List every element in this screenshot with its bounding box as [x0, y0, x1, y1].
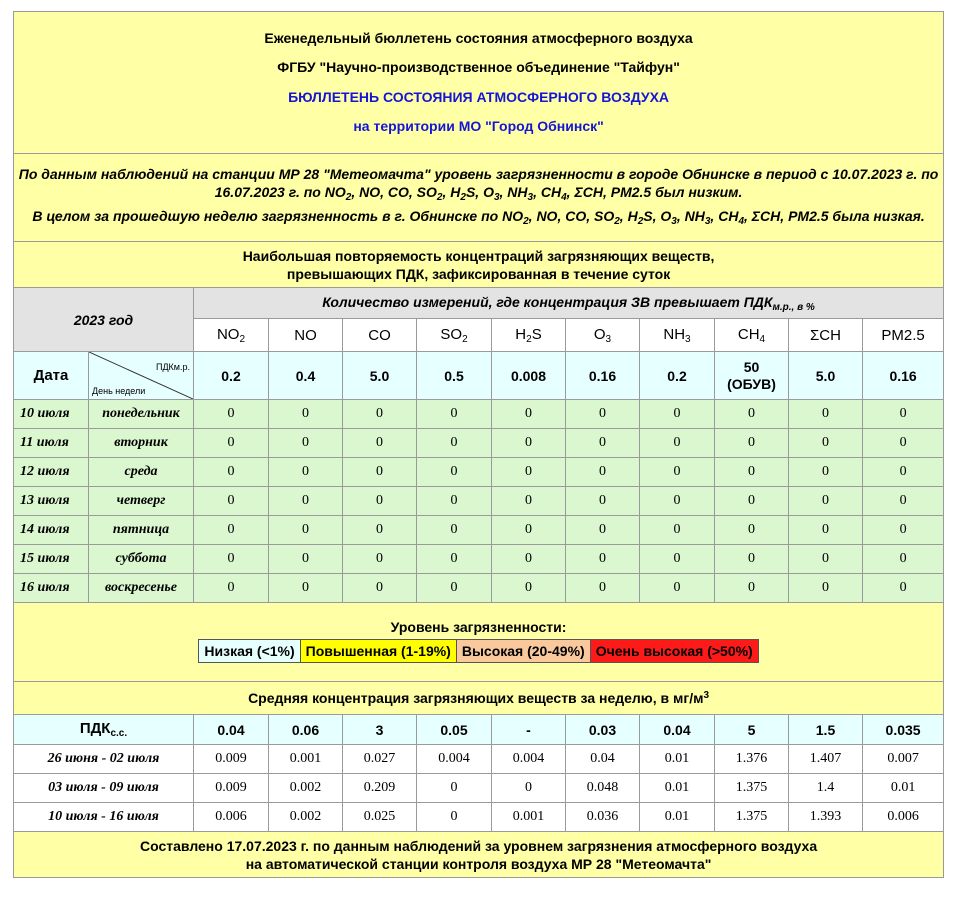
daily-value: 0: [863, 429, 944, 458]
pdk-mr-note: (ОБУВ): [727, 375, 776, 392]
daily-value: 0: [269, 516, 343, 545]
header-line-2: ФГБУ "Научно-производственное объединение "Тайфун": [277, 59, 680, 75]
row-day: понедельник: [89, 400, 194, 429]
levels-section: [14, 603, 944, 682]
pollutant-formula: PM2.5: [788, 207, 829, 224]
pollutant-formula: $SO_2$: [416, 183, 443, 203]
pdk-ss-label: $ПДК_{с.с.}$: [14, 715, 194, 745]
pollutant-formula: NO: [359, 183, 381, 200]
weekly-period: 03 июля - 09 июля: [14, 774, 194, 803]
pollutant-formula: CO: [565, 207, 587, 224]
weekly-value: 0.048: [566, 774, 640, 803]
pollutant-header: [194, 319, 269, 352]
daily-value: 0: [789, 400, 863, 429]
pdk-ss-value: 0.04: [194, 715, 269, 745]
daily-row: [14, 545, 944, 574]
row-day: воскресенье: [89, 574, 194, 603]
row-date: 10 июля: [14, 400, 89, 429]
pdk-mr-value: 5.0: [789, 352, 863, 400]
row-date: 13 июля: [14, 487, 89, 516]
year-label: 2023 год: [14, 288, 194, 352]
pollutant-formula: ΣCH: [751, 207, 781, 224]
legend-item: Высокая (20-49%): [456, 640, 590, 663]
weekly-value: 0: [492, 774, 566, 803]
daily-value: 0: [269, 458, 343, 487]
pdk-ss-row: [14, 715, 944, 745]
weekly-value: 1.393: [789, 803, 863, 832]
pollutant-formula: $NH_3$: [507, 183, 534, 203]
weekly-value: 1.375: [715, 803, 789, 832]
daily-value: 0: [863, 574, 944, 603]
pollutant-formula: $H_2S$: [515, 325, 542, 345]
daily-row: [14, 400, 944, 429]
daily-value: 0: [715, 458, 789, 487]
pdk-mr-value: 0.16: [566, 352, 640, 400]
pollutant-header: [566, 319, 640, 352]
daily-value: 0: [789, 429, 863, 458]
pollutant-header: [492, 319, 566, 352]
pollutant-header: [343, 319, 417, 352]
pollutant-formula: NO: [294, 326, 317, 344]
section1-title: Наибольшая повторяемость концентраций загрязняющих веществ, превышающих ПДК, зафиксированная в течение суток: [14, 242, 944, 288]
pdk-ss-value: 0.06: [269, 715, 343, 745]
footer: Составлено 17.07.2023 г. по данным наблюдений за уровнем загрязнения атмосферного воздуха на автоматической станции контроля воздуха МР 28 "Метеомачта": [14, 832, 944, 878]
row-day: суббота: [89, 545, 194, 574]
weekly-value: 0.001: [269, 745, 343, 774]
daily-value: 0: [640, 458, 715, 487]
daily-value: 0: [417, 574, 492, 603]
row-date: 12 июля: [14, 458, 89, 487]
daily-value: 0: [863, 516, 944, 545]
weekly-value: 0.002: [269, 803, 343, 832]
daily-value: 0: [343, 400, 417, 429]
pollutant-formula: $NH_3$: [663, 325, 691, 345]
pollutant-formula: $CH_4$: [540, 183, 567, 203]
bulletin-header: [14, 12, 944, 154]
weekly-value: 0.006: [194, 803, 269, 832]
daily-value: 0: [417, 458, 492, 487]
daily-value: 0: [343, 545, 417, 574]
daily-value: 0: [194, 545, 269, 574]
daily-value: 0: [715, 574, 789, 603]
weekly-period: 26 июня - 02 июля: [14, 745, 194, 774]
pdk-ss-value: 5: [715, 715, 789, 745]
levels-legend: [198, 639, 758, 663]
weekly-value: 0.002: [269, 774, 343, 803]
pollutant-formula: ΣCH: [810, 326, 841, 344]
weekly-value: 0.01: [640, 745, 715, 774]
row-day: среда: [89, 458, 194, 487]
pdk-ss-value: -: [492, 715, 566, 745]
daily-value: 0: [715, 400, 789, 429]
diagonal-header-cell: [89, 352, 194, 400]
daily-value: 0: [640, 516, 715, 545]
intro-paragraph-1: По данным наблюдений на станции МР 28 "Метеомачта" уровень загрязненности в городе Обнинске в период с 10.07.2023 г. по 16.07.2023 г. по $NO_2$, NO, CO, $SO_2$, $H_2S$, $O_3$, $NH_3$, $CH_4$, ΣCH, PM2.5 был низким.: [18, 165, 939, 203]
levels-title: Уровень загрязненности:: [390, 619, 567, 635]
daily-value: 0: [863, 458, 944, 487]
daily-value: 0: [715, 487, 789, 516]
pdk-mr-value: 50 (ОБУВ): [715, 352, 789, 400]
pdk-ss-value: 0.035: [863, 715, 944, 745]
daily-value: 0: [343, 574, 417, 603]
weekly-value: 1.4: [789, 774, 863, 803]
pollutant-formula: $O_3$: [483, 183, 500, 203]
weekly-value: 0.01: [640, 774, 715, 803]
pollutant-formula: $CH_4$: [737, 325, 766, 345]
daily-value: 0: [492, 545, 566, 574]
daily-value: 0: [417, 429, 492, 458]
pdk-mr-value: 0.4: [269, 352, 343, 400]
daily-value: 0: [269, 574, 343, 603]
legend-item: Повышенная (1-19%): [300, 640, 456, 663]
pdk-ss-value: 0.04: [640, 715, 715, 745]
weekly-value: 0.01: [863, 774, 944, 803]
pdk-ss-value: 0.05: [417, 715, 492, 745]
daily-body: [14, 400, 944, 603]
weekly-value: 0.001: [492, 803, 566, 832]
daily-value: 0: [343, 429, 417, 458]
daily-value: 0: [789, 487, 863, 516]
weekly-value: 0.004: [492, 745, 566, 774]
weekly-value: 0.009: [194, 745, 269, 774]
weekly-value: 0: [417, 774, 492, 803]
row-date: 11 июля: [14, 429, 89, 458]
pdk-mr-row: [14, 352, 944, 400]
weekly-row: [14, 803, 944, 832]
daily-value: 0: [566, 516, 640, 545]
weekly-value: 0: [417, 803, 492, 832]
weekly-value: 0.007: [863, 745, 944, 774]
daily-value: 0: [863, 400, 944, 429]
weekly-value: 0.01: [640, 803, 715, 832]
daily-value: 0: [194, 429, 269, 458]
daily-row: [14, 458, 944, 487]
weekly-value: 1.376: [715, 745, 789, 774]
pdk-ss-value: 1.5: [789, 715, 863, 745]
weekly-value: 1.375: [715, 774, 789, 803]
pollutant-formula: PM2.5: [610, 183, 652, 200]
legend-item: Низкая (<1%): [199, 640, 300, 663]
daily-value: 0: [789, 516, 863, 545]
pollutant-formula: $H_2S$: [450, 183, 476, 203]
pollutant-formula: $H_2S$: [627, 207, 653, 227]
daily-value: 0: [269, 487, 343, 516]
row-date: 15 июля: [14, 545, 89, 574]
pdk-mr-value: 0.5: [417, 352, 492, 400]
daily-row: [14, 574, 944, 603]
daily-value: 0: [492, 458, 566, 487]
daily-value: 0: [417, 487, 492, 516]
daily-value: 0: [194, 458, 269, 487]
row-day: четверг: [89, 487, 194, 516]
pollutant-header: [715, 319, 789, 352]
weekly-period: 10 июля - 16 июля: [14, 803, 194, 832]
pollutant-formula: CO: [368, 326, 391, 344]
pollutant-header: [863, 319, 944, 352]
legend-item: Очень высокая (>50%): [590, 640, 758, 663]
measure-label: Количество измерений, где концентрация ЗВ превышает $ПДК_{м.р., в \%}$: [194, 288, 944, 319]
weekly-body: [14, 745, 944, 832]
pollutant-formula: NO: [536, 207, 558, 224]
daily-value: 0: [194, 516, 269, 545]
pdk-mr-value: 0.2: [640, 352, 715, 400]
pollutant-formula: $CH_4$: [718, 207, 744, 227]
pollutant-formula: $O_3$: [660, 207, 677, 227]
daily-value: 0: [417, 400, 492, 429]
daily-value: 0: [492, 400, 566, 429]
daily-value: 0: [194, 487, 269, 516]
daily-value: 0: [343, 458, 417, 487]
daily-value: 0: [640, 545, 715, 574]
weekly-value: 0.04: [566, 745, 640, 774]
pollutant-formula: $O_3$: [593, 325, 612, 345]
daily-value: 0: [640, 574, 715, 603]
daily-value: 0: [640, 429, 715, 458]
pollutant-formula: PM2.5: [881, 326, 925, 344]
weekly-value: 0.006: [863, 803, 944, 832]
weekly-value: 0.209: [343, 774, 417, 803]
weekly-value: 1.407: [789, 745, 863, 774]
pollutant-formula: ΣCH: [574, 183, 603, 200]
pollutant-header: [640, 319, 715, 352]
daily-value: 0: [492, 429, 566, 458]
daily-value: 0: [417, 545, 492, 574]
pollutant-header: [269, 319, 343, 352]
daily-value: 0: [566, 545, 640, 574]
daily-value: 0: [492, 574, 566, 603]
pollutant-formula: $SO_2$: [594, 207, 620, 227]
daily-value: 0: [566, 400, 640, 429]
daily-value: 0: [492, 516, 566, 545]
daily-value: 0: [566, 574, 640, 603]
row-date: 14 июля: [14, 516, 89, 545]
daily-row: [14, 429, 944, 458]
intro-paragraph-2: В целом за прошедшую неделю загрязненность в г. Обнинске по $NO_2$, NO, CO, $SO_2$, $H_2S$, $O_3$, $NH_3$, $CH_4$, ΣCH, PM2.5 была низкая.: [32, 207, 925, 227]
pollutant-header: [789, 319, 863, 352]
pdk-mr-value: 0.2: [194, 352, 269, 400]
header-line-1: Еженедельный бюллетень состояния атмосферного воздуха: [264, 29, 693, 46]
daily-value: 0: [566, 429, 640, 458]
daily-value: 0: [566, 458, 640, 487]
pdk-mr-value: 0.16: [863, 352, 944, 400]
pdk-ss-value: 3: [343, 715, 417, 745]
diag-bottom-label: День недели: [92, 386, 146, 396]
pollutant-header: [417, 319, 492, 352]
daily-value: 0: [640, 487, 715, 516]
daily-row: [14, 487, 944, 516]
daily-value: 0: [863, 545, 944, 574]
header-line-3: БЮЛЛЕТЕНЬ СОСТОЯНИЯ АТМОСФЕРНОГО ВОЗДУХА: [288, 88, 670, 105]
daily-value: 0: [417, 516, 492, 545]
intro-text: [14, 154, 944, 242]
pollutant-formula: $SO_2$: [440, 325, 468, 345]
section2-title: Средняя концентрация загрязняющих веществ за неделю, в $мг/м^3$: [14, 682, 944, 715]
weekly-row: [14, 745, 944, 774]
pdk-ss-value: 0.03: [566, 715, 640, 745]
pollutant-formula: $NO_2$: [216, 325, 246, 345]
daily-value: 0: [343, 516, 417, 545]
weekly-value: 0.009: [194, 774, 269, 803]
daily-value: 0: [269, 400, 343, 429]
daily-value: 0: [715, 545, 789, 574]
daily-value: 0: [269, 429, 343, 458]
daily-value: 0: [715, 429, 789, 458]
daily-value: 0: [863, 487, 944, 516]
pdk-mr-value: 5.0: [343, 352, 417, 400]
weekly-value: 0.025: [343, 803, 417, 832]
pdk-mr-value: 0.008: [492, 352, 566, 400]
daily-value: 0: [269, 545, 343, 574]
row-date: 16 июля: [14, 574, 89, 603]
weekly-value: 0.036: [566, 803, 640, 832]
row-day: вторник: [89, 429, 194, 458]
daily-value: 0: [640, 400, 715, 429]
diag-top-label: ПДКм.р.: [155, 362, 190, 372]
daily-value: 0: [789, 574, 863, 603]
daily-value: 0: [194, 574, 269, 603]
row-day: пятница: [89, 516, 194, 545]
daily-value: 0: [343, 487, 417, 516]
daily-value: 0: [715, 516, 789, 545]
bulletin-table: [13, 11, 944, 878]
daily-value: 0: [194, 400, 269, 429]
daily-row: [14, 516, 944, 545]
daily-value: 0: [789, 545, 863, 574]
header-line-4: на территории МО "Город Обнинск": [353, 118, 604, 134]
daily-value: 0: [492, 487, 566, 516]
daily-value: 0: [566, 487, 640, 516]
weekly-row: [14, 774, 944, 803]
pollutant-formula: $NO_2$: [324, 183, 352, 203]
pollutant-formula: CO: [387, 183, 409, 200]
date-label: Дата: [14, 352, 89, 400]
pollutant-formula: $NH_3$: [684, 207, 711, 227]
weekly-value: 0.027: [343, 745, 417, 774]
weekly-value: 0.004: [417, 745, 492, 774]
daily-value: 0: [789, 458, 863, 487]
pollutant-formula: $NO_2$: [502, 207, 529, 227]
